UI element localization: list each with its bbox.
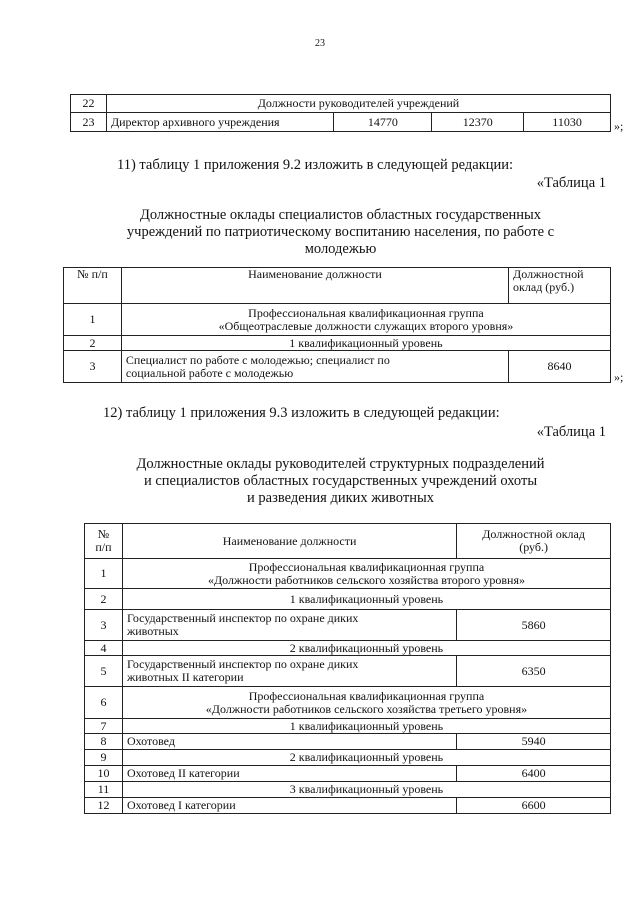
table-row xyxy=(85,589,611,610)
paragraph-intro: 12) таблицу 1 приложения 9.3 изложить в следующей редакции: xyxy=(103,405,500,421)
table-row xyxy=(64,304,611,336)
group-line: «Должности работников сельского хозяйства третьего уровня» xyxy=(205,701,528,716)
title-line: Должностные оклады руководителей структурных подразделений xyxy=(136,456,545,472)
row-number: 8 xyxy=(85,734,123,750)
position-name xyxy=(122,656,456,687)
row-number: 1 xyxy=(85,559,123,589)
row-number: 6 xyxy=(85,687,123,719)
quote-suffix: »; xyxy=(614,119,624,133)
row-number: 11 xyxy=(85,782,123,798)
header-line: (руб.) xyxy=(519,540,548,554)
salary-value: 11030 xyxy=(524,113,611,132)
table-row xyxy=(85,766,611,782)
position-line: Специалист по работе с молодежью; специалист по xyxy=(125,352,390,367)
header-line: п/п xyxy=(95,540,112,554)
salary-value: 5940 xyxy=(457,734,611,750)
page-number: 23 xyxy=(315,38,325,49)
group-line: Профессиональная квалификационная группа xyxy=(248,688,485,703)
level-header: 1 квалификационный уровень xyxy=(121,336,610,351)
table-label: «Таблица 1 xyxy=(536,175,606,191)
row-number: 22 xyxy=(71,95,107,113)
level-header: 3 квалификационный уровень xyxy=(122,782,610,798)
row-number: 3 xyxy=(64,351,122,383)
table-row xyxy=(85,782,611,798)
table-row xyxy=(85,750,611,766)
table-title xyxy=(70,456,611,507)
table-row xyxy=(71,95,611,113)
col-header-number xyxy=(85,524,123,559)
table-header-row xyxy=(85,524,611,559)
group-header: Должности руководителей учреждений xyxy=(106,95,610,113)
salary-value: 12370 xyxy=(432,113,524,132)
header-line: Должностной xyxy=(513,267,584,281)
level-header: 1 квалификационный уровень xyxy=(122,719,610,734)
group-header xyxy=(121,304,610,336)
position-name xyxy=(122,610,456,641)
title-line: и специалистов областных государственных учреждений охоты xyxy=(143,473,538,489)
row-number: 10 xyxy=(85,766,123,782)
group-header xyxy=(122,559,610,589)
title-line: учреждений по патриотическому воспитанию населения, по работе с xyxy=(126,224,555,240)
table-label: «Таблица 1 xyxy=(536,424,606,440)
table-row xyxy=(85,719,611,734)
title-line: молодежью xyxy=(304,241,377,257)
table-section11 xyxy=(63,267,611,383)
paragraph-intro: 11) таблицу 1 приложения 9.2 изложить в следующей редакции: xyxy=(117,157,514,173)
row-number: 2 xyxy=(85,589,123,610)
header-line: оклад (руб.) xyxy=(513,280,575,294)
table-row xyxy=(85,798,611,814)
salary-value: 8640 xyxy=(509,351,611,383)
position-name: Охотовед II категории xyxy=(122,766,456,782)
row-number: 7 xyxy=(85,719,123,734)
col-header-number: № п/п xyxy=(64,268,122,304)
group-line: Профессиональная квалификационная группа xyxy=(248,305,484,320)
row-number: 4 xyxy=(85,641,123,656)
level-header: 2 квалификационный уровень xyxy=(122,641,610,656)
col-header-name: Наименование должности xyxy=(122,524,456,559)
row-number: 12 xyxy=(85,798,123,814)
table-row xyxy=(85,656,611,687)
salary-value: 14770 xyxy=(334,113,432,132)
position-line: животных II категории xyxy=(126,670,244,684)
table-section12 xyxy=(84,523,611,814)
position-name xyxy=(121,351,508,383)
table-row xyxy=(85,687,611,719)
title-line: и разведения диких животных xyxy=(247,490,434,506)
table-row xyxy=(85,559,611,589)
header-line: № xyxy=(97,527,110,541)
group-line: «Должности работников сельского хозяйства второго уровня» xyxy=(207,572,525,587)
table-title xyxy=(70,207,611,258)
table-header-row xyxy=(64,268,611,304)
row-number: 2 xyxy=(64,336,122,351)
position-line: социальной работе с молодежью xyxy=(125,365,294,380)
table-row xyxy=(85,734,611,750)
row-number: 3 xyxy=(85,610,123,641)
salary-value: 5860 xyxy=(457,610,611,641)
level-header: 1 квалификационный уровень xyxy=(122,589,610,610)
row-number: 5 xyxy=(85,656,123,687)
group-header xyxy=(122,687,610,719)
row-number: 1 xyxy=(64,304,122,336)
table-row xyxy=(71,113,611,132)
position-name: Директор архивного учреждения xyxy=(106,113,334,132)
header-line: Должностной оклад xyxy=(482,527,585,541)
table-row xyxy=(85,610,611,641)
salary-value: 6600 xyxy=(457,798,611,814)
group-line: Профессиональная квалификационная группа xyxy=(248,559,485,574)
col-header-salary xyxy=(509,268,611,304)
quote-suffix: »; xyxy=(614,370,624,384)
position-line: Государственный инспектор по охране диких xyxy=(126,611,359,625)
table-row xyxy=(64,336,611,351)
salary-value: 6400 xyxy=(457,766,611,782)
table-top xyxy=(70,94,611,132)
position-line: животных xyxy=(126,624,179,638)
col-header-name: Наименование должности xyxy=(121,268,508,304)
level-header: 2 квалификационный уровень xyxy=(122,750,610,766)
row-number: 23 xyxy=(71,113,107,132)
group-line: «Общеотраслевые должности служащих второго уровня» xyxy=(218,318,514,333)
salary-value: 6350 xyxy=(457,656,611,687)
title-line: Должностные оклады специалистов областных государственных xyxy=(139,207,542,223)
position-line: Государственный инспектор по охране диких xyxy=(126,657,359,671)
row-number: 9 xyxy=(85,750,123,766)
table-row xyxy=(64,351,611,383)
position-name: Охотовед I категории xyxy=(122,798,456,814)
position-name: Охотовед xyxy=(122,734,456,750)
col-header-salary xyxy=(457,524,611,559)
table-row xyxy=(85,641,611,656)
